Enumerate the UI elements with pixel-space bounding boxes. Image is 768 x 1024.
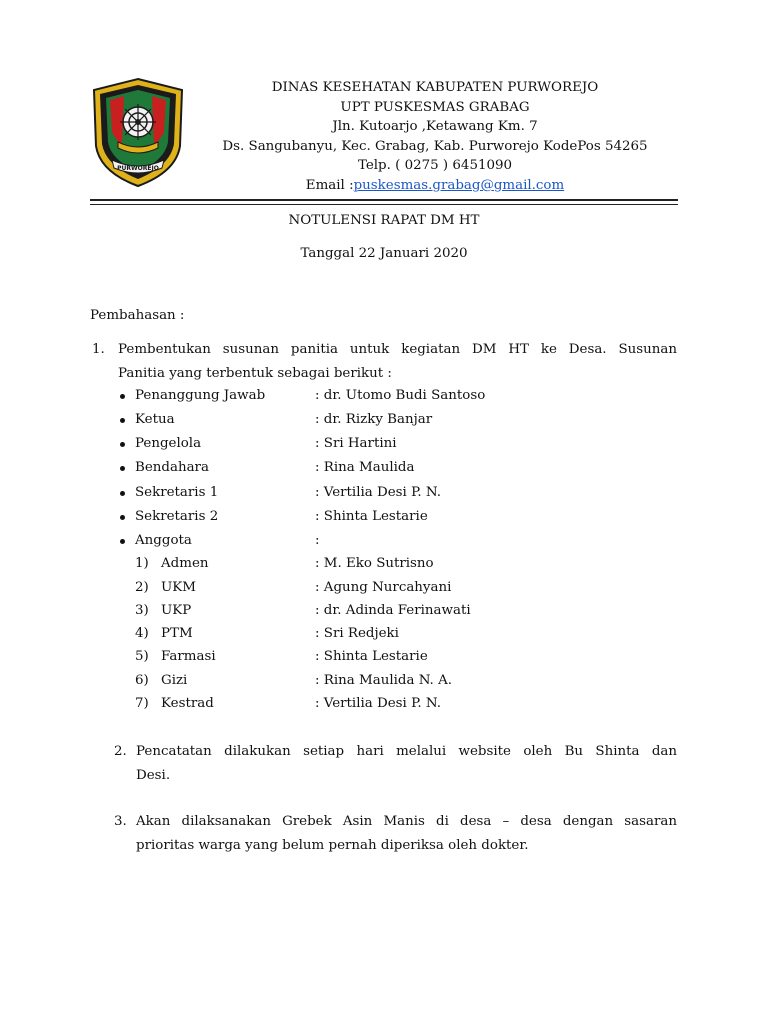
member-number: 1) <box>135 556 149 571</box>
member-role: PTM <box>161 626 193 641</box>
item-2-line-1: Pencatatan dilakukan setiap hari melalui website oleh Bu Shinta dan <box>136 744 677 759</box>
member-row <box>0 647 768 667</box>
member-number: 5) <box>135 649 149 664</box>
item-number: 3. <box>114 814 127 829</box>
item-number: 2. <box>114 744 127 759</box>
bullet-icon <box>120 539 125 544</box>
item-1-line-1: Pembentukan susunan panitia untuk kegiatan DM HT ke Desa. Susunan <box>118 342 677 357</box>
address-line-1: Jln. Kutoarjo ,Ketawang Km. 7 <box>332 119 538 135</box>
member-name: : Sri Redjeki <box>315 626 399 641</box>
committee-role: Ketua <box>135 412 175 427</box>
letterhead-divider-thick <box>90 199 678 201</box>
member-name: : Shinta Lestarie <box>315 649 428 664</box>
committee-row <box>0 507 768 527</box>
member-name: : Rina Maulida N. A. <box>315 673 452 688</box>
committee-role: Pengelola <box>135 436 202 451</box>
letterhead <box>195 78 675 196</box>
item-number: 1. <box>92 342 105 357</box>
committee-role: Bendahara <box>135 460 209 475</box>
unit-name: UPT PUSKESMAS GRABAG <box>340 99 530 115</box>
item-3-text <box>136 810 677 857</box>
committee-name: : Shinta Lestarie <box>315 509 428 524</box>
member-role: Admen <box>161 556 209 571</box>
bullet-icon <box>120 418 125 423</box>
member-name: : dr. Adinda Ferinawati <box>315 603 471 618</box>
member-name: : M. Eko Sutrisno <box>315 556 434 571</box>
member-role: UKM <box>161 580 197 595</box>
bullet-icon <box>120 466 125 471</box>
bullet-icon <box>120 394 125 399</box>
logo-banner-text: PURWOREJO <box>117 165 159 172</box>
email-label: Email : <box>305 177 354 193</box>
member-role: Kestrad <box>161 696 214 711</box>
committee-name: : Sri Hartini <box>315 436 397 451</box>
email-line <box>195 176 675 196</box>
document-date: Tanggal 22 Januari 2020 <box>300 246 468 261</box>
committee-role: Sekretaris 2 <box>135 509 219 524</box>
bullet-icon <box>120 491 125 496</box>
committee-name: : dr. Utomo Budi Santoso <box>315 388 486 403</box>
member-row <box>0 578 768 598</box>
member-row <box>0 671 768 691</box>
committee-row <box>0 531 768 551</box>
member-number: 2) <box>135 580 149 595</box>
committee-name: : <box>315 533 320 548</box>
email-link[interactable]: puskesmas.grabag@gmail.com <box>353 177 565 193</box>
member-row <box>0 601 768 621</box>
member-role: UKP <box>161 603 192 618</box>
committee-name: : dr. Rizky Banjar <box>315 412 433 427</box>
member-row <box>0 624 768 644</box>
document-title: NOTULENSI RAPAT DM HT <box>288 213 480 228</box>
address-line-2: Ds. Sangubanyu, Kec. Grabag, Kab. Purworejo KodePos 54265 <box>222 138 648 154</box>
member-number: 3) <box>135 603 149 618</box>
item-1-text <box>118 338 677 385</box>
committee-row <box>0 458 768 478</box>
member-name: : Vertilia Desi P. N. <box>315 696 441 711</box>
committee-row <box>0 410 768 430</box>
item-1-line-2: Panitia yang terbentuk sebagai berikut : <box>118 365 392 381</box>
phone-line: Telp. ( 0275 ) 6451090 <box>357 158 513 174</box>
regency-emblem-logo <box>88 76 188 188</box>
committee-row <box>0 434 768 454</box>
committee-row <box>0 483 768 503</box>
letterhead-divider-thin <box>90 204 678 205</box>
item-2-line-2: Desi. <box>136 767 171 783</box>
agency-name: DINAS KESEHATAN KABUPATEN PURWOREJO <box>271 80 599 95</box>
bullet-icon <box>120 442 125 447</box>
committee-role: Anggota <box>135 533 192 548</box>
member-row <box>0 694 768 714</box>
committee-role: Penanggung Jawab <box>135 388 266 403</box>
member-number: 6) <box>135 673 149 688</box>
committee-row <box>0 386 768 406</box>
member-role: Gizi <box>161 673 188 688</box>
member-number: 4) <box>135 626 149 641</box>
member-row <box>0 554 768 574</box>
committee-role: Sekretaris 1 <box>135 485 219 500</box>
item-3-line-2: prioritas warga yang belum pernah diperiksa oleh dokter. <box>136 837 529 853</box>
bullet-icon <box>120 515 125 520</box>
committee-name: : Rina Maulida <box>315 460 415 475</box>
committee-name: : Vertilia Desi P. N. <box>315 485 441 500</box>
section-label: Pembahasan : <box>90 308 185 323</box>
item-2-text <box>136 740 677 787</box>
member-name: : Agung Nurcahyani <box>315 580 452 595</box>
item-3-line-1: Akan dilaksanakan Grebek Asin Manis di desa – desa dengan sasaran <box>136 814 677 829</box>
member-role: Farmasi <box>161 649 216 664</box>
member-number: 7) <box>135 696 149 711</box>
